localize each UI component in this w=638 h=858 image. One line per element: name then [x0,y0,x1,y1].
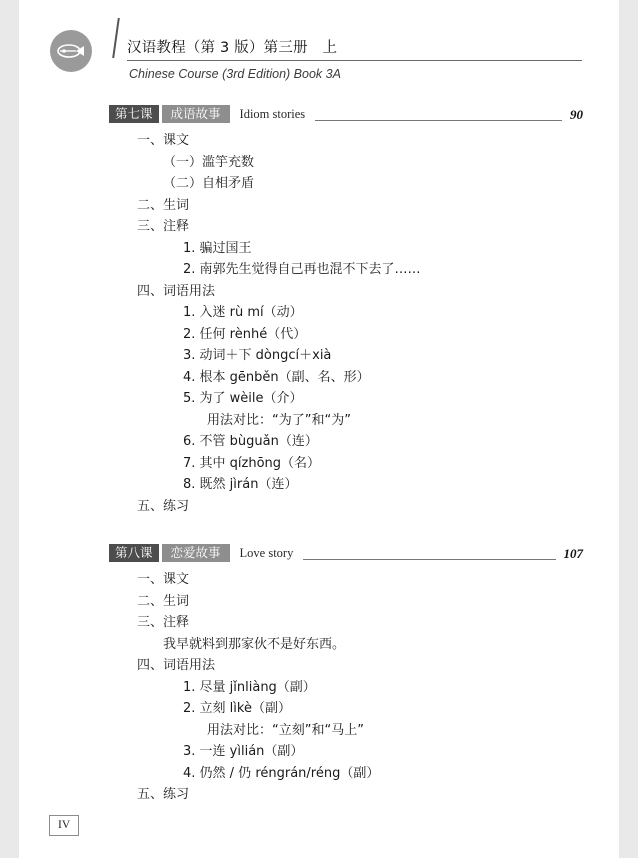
section-spacer [19,517,619,543]
page-header [19,0,619,81]
list-item[interactable]: 1. 骗过国王 [183,240,252,256]
list-item[interactable]: 1. 尽量 jǐnliàng（副） [183,679,316,695]
lesson-entry [109,104,583,517]
list-item[interactable]: 用法对比：“为了”和“为” [207,412,351,428]
list-item[interactable]: 四、词语用法 [137,283,216,299]
list-item[interactable]: 我早就料到那家伙不是好东西。 [163,636,346,652]
lesson-contents-list [109,130,583,517]
list-item[interactable]: 7. 其中 qízhōng（名） [183,455,321,471]
list-item[interactable]: （二）自相矛盾 [163,176,255,191]
book-title-en: Chinese Course (3rd Edition) Book 3A [129,67,341,81]
lesson-header[interactable] [109,543,583,563]
list-item[interactable]: 3. 动词＋下 dòngcí＋xià [183,348,332,363]
lesson-number: 第八课 [109,544,159,563]
list-item[interactable]: 五、练习 [137,498,190,514]
page-number-badge: IV [49,815,79,836]
list-item[interactable]: 2. 立刻 lìkè（副） [183,701,291,716]
lesson-topic: 恋爱故事 [162,544,230,563]
list-item[interactable]: 5. 为了 wèile（介） [183,391,303,406]
book-title-zh: 汉语教程（第 3 版）第三册 上 [127,40,338,56]
list-item[interactable]: 二、生词 [137,197,190,213]
list-item[interactable]: 一、课文 [137,133,190,148]
book-emblem-icon [50,30,92,72]
list-item[interactable]: 二、生词 [137,593,190,609]
list-item[interactable]: 一、课文 [137,572,190,587]
lesson-page-number: 90 [570,107,583,122]
list-item[interactable]: 4. 仍然 / 仍 réngrán/réng（副） [183,765,380,781]
leader-rule [303,559,555,560]
list-item[interactable]: 五、练习 [137,787,190,802]
lesson-topic: 成语故事 [162,105,230,124]
title-underline [127,60,582,61]
lesson-entry [109,543,583,806]
list-item[interactable]: 2. 南郭先生觉得自己再也混不下去了…… [183,262,421,277]
list-item[interactable]: 4. 根本 gēnběn（副、名、形） [183,369,370,385]
leader-rule [315,120,562,121]
lesson-english-title: Love story [239,545,294,560]
list-item[interactable]: 1. 入迷 rù mí（动） [183,305,303,320]
list-item[interactable]: 2. 任何 rènhé（代） [183,326,307,342]
document-page [19,0,619,858]
header-divider [112,18,120,58]
list-item[interactable]: 6. 不管 bùguǎn（连） [183,434,318,449]
lesson-header[interactable] [109,104,583,124]
list-item[interactable]: 用法对比：“立刻”和“马上” [207,722,364,738]
lesson-number: 第七课 [109,105,159,124]
lesson-contents-list [109,569,583,806]
list-item[interactable]: 3. 一连 yìlián（副） [183,744,304,759]
lesson-english-title: Idiom stories [239,106,306,121]
list-item[interactable]: （一）滥竽充数 [163,154,255,170]
list-item[interactable]: 8. 既然 jìrán（连） [183,477,298,492]
list-item[interactable]: 三、注释 [137,219,190,234]
list-item[interactable]: 三、注释 [137,615,190,630]
lesson-page-number: 107 [563,546,583,561]
list-item[interactable]: 四、词语用法 [137,658,216,673]
